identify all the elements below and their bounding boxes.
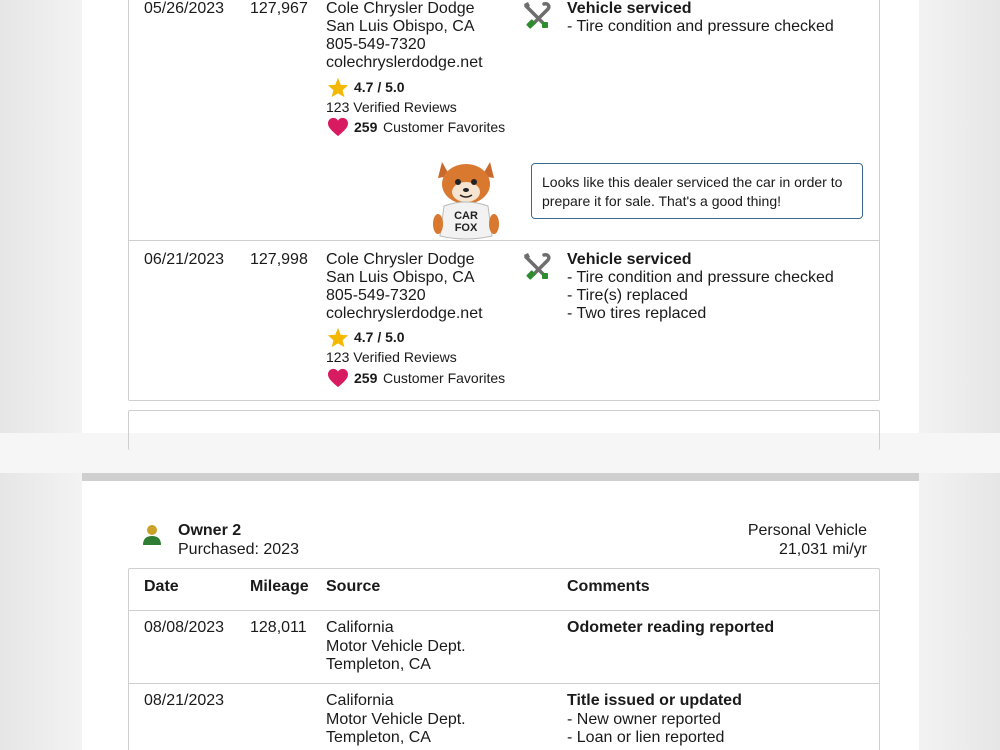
source-line: California — [326, 692, 394, 709]
tools-icon — [522, 0, 552, 30]
source-line: Motor Vehicle Dept. — [326, 638, 466, 655]
header-divider — [129, 610, 879, 611]
column-header-mileage: Mileage — [250, 578, 309, 595]
source-phone[interactable]: 805-549-7320 — [326, 287, 426, 304]
row-divider — [129, 240, 879, 241]
comment-title: Title issued or updated — [567, 692, 742, 709]
owner-name: Owner 2 — [178, 522, 242, 539]
record-date: 08/08/2023 — [144, 619, 225, 636]
service-history-panel — [82, 0, 919, 433]
source-line: Motor Vehicle Dept. — [326, 711, 466, 728]
source-city: San Luis Obispo, CA — [326, 18, 475, 35]
comment-item: - Tire condition and pressure checked — [567, 18, 834, 35]
verified-reviews-link[interactable]: 123 Verified Reviews — [326, 99, 457, 115]
source-phone[interactable]: 805-549-7320 — [326, 36, 426, 53]
owner-records-table — [128, 568, 880, 750]
tools-icon — [522, 251, 552, 281]
favorites-count: 259 — [354, 119, 378, 135]
favorites-label: Customer Favorites — [383, 119, 506, 135]
comment-item: - Two tires replaced — [567, 305, 707, 322]
favorites-label: Customer Favorites — [383, 370, 506, 386]
fox-shirt-line1: CAR — [454, 210, 478, 222]
comment-item: - Tire(s) replaced — [567, 287, 688, 304]
dealer-rating: 4.7 / 5.0 — [354, 329, 405, 345]
owner-purchased: Purchased: 2023 — [178, 541, 299, 558]
record-date: 06/21/2023 — [144, 251, 225, 268]
source-city: San Luis Obispo, CA — [326, 269, 475, 286]
source-line: California — [326, 619, 394, 636]
comment-title: Odometer reading reported — [567, 619, 775, 636]
record-mileage: 127,998 — [250, 251, 308, 268]
tip-line-2: prepare it for sale. That's a good thing! — [542, 193, 782, 209]
fox-shirt-line2: FOX — [454, 222, 478, 234]
section-divider — [82, 473, 919, 481]
background-left — [0, 0, 82, 750]
tip-line-1: Looks like this dealer serviced the car in order to — [542, 174, 843, 190]
source-name: Cole Chrysler Dodge — [326, 251, 475, 268]
comment-title: Vehicle serviced — [567, 0, 692, 17]
dealer-rating: 4.7 / 5.0 — [354, 79, 405, 95]
carfox-mascot-icon — [428, 158, 504, 242]
favorites-count: 259 — [354, 370, 378, 386]
owner-annual-miles: 21,031 mi/yr — [778, 541, 867, 558]
comment-title: Vehicle serviced — [567, 251, 692, 268]
heart-icon — [327, 368, 349, 388]
comment-item: - New owner reported — [567, 711, 721, 728]
star-icon — [327, 77, 349, 98]
comment-item: - Loan or lien reported — [567, 729, 725, 746]
record-mileage: 127,967 — [250, 0, 308, 17]
column-header-comments: Comments — [567, 578, 650, 595]
column-header-date: Date — [144, 578, 179, 595]
owner-usage: Personal Vehicle — [747, 522, 867, 539]
owner-history-panel — [82, 481, 919, 750]
owner-person-icon — [142, 524, 162, 546]
column-header-source: Source — [326, 578, 381, 595]
source-name: Cole Chrysler Dodge — [326, 0, 475, 17]
record-mileage: 128,011 — [250, 619, 307, 636]
source-website-link[interactable]: colechryslerdodge.net — [326, 54, 483, 71]
comment-item: - Tire condition and pressure checked — [567, 269, 834, 286]
record-date: 08/21/2023 — [144, 692, 225, 709]
record-date: 05/26/2023 — [144, 0, 225, 17]
star-icon — [327, 327, 349, 348]
background-right — [918, 0, 1000, 750]
source-website-link[interactable]: colechryslerdodge.net — [326, 305, 483, 322]
carfox-tip — [531, 163, 863, 219]
source-line: Templeton, CA — [326, 656, 431, 673]
verified-reviews-link[interactable]: 123 Verified Reviews — [326, 349, 457, 365]
row-divider — [129, 683, 879, 684]
heart-icon — [327, 117, 349, 137]
source-line: Templeton, CA — [326, 729, 431, 746]
next-card-stub — [128, 410, 880, 450]
